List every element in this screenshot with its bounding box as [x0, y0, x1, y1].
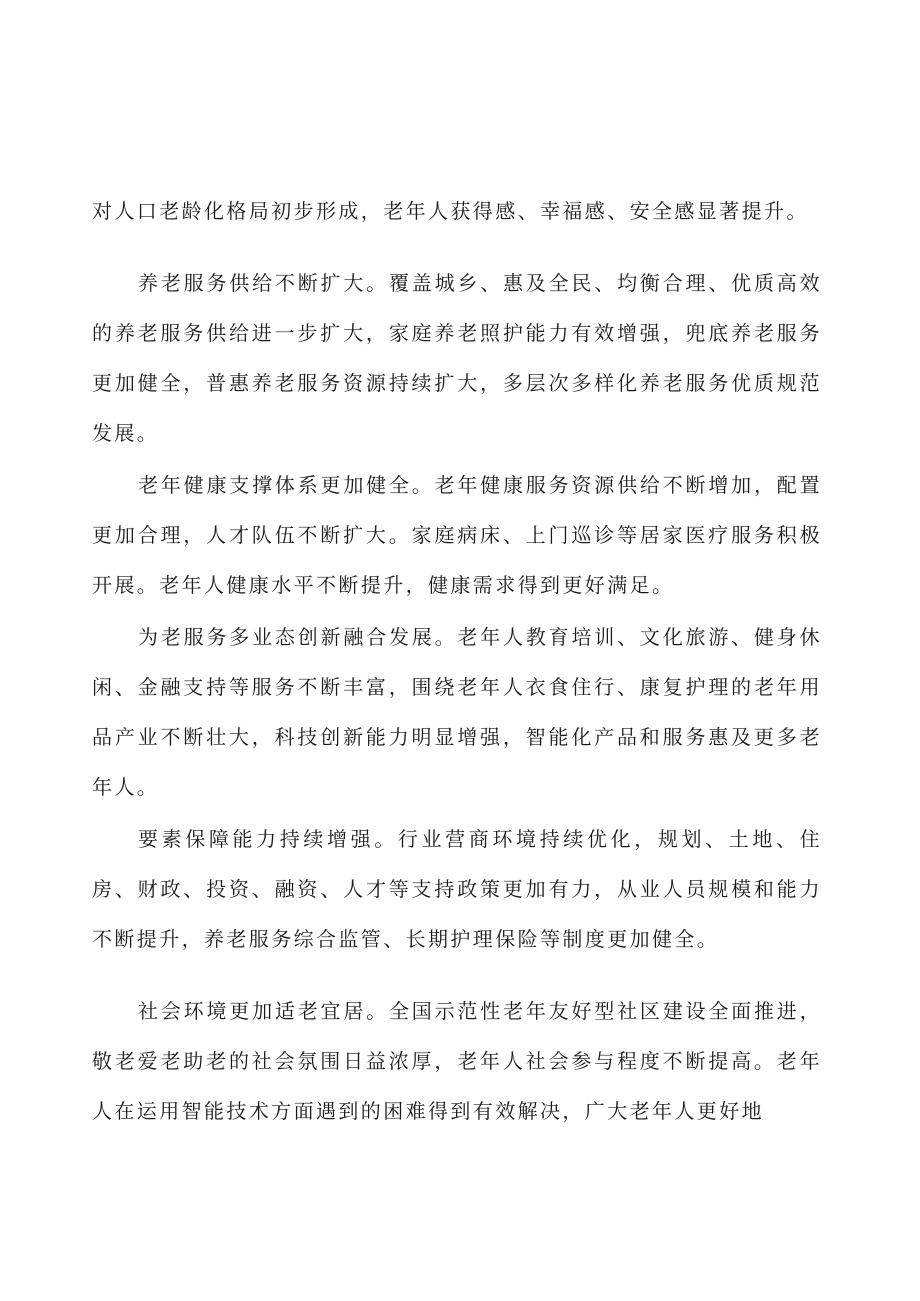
paragraph-elderly-health-support: 老年健康支撑体系更加健全。老年健康服务资源供给不断增加，配置更加合理，人才队伍不断扩大。家庭病床、上门巡诊等居家医疗服务积极开展。老年人健康水平不断提升，健康需求得到更好满足。: [92, 473, 822, 597]
paragraph-continuation: 对人口老龄化格局初步形成，老年人获得感、幸福感、安全感显著提升。: [92, 199, 809, 223]
paragraph-service-industry-integration: 为老服务多业态创新融合发展。老年人教育培训、文化旅游、健身休闲、金融支持等服务不断丰富，围绕老年人衣食住行、康复护理的老年用品产业不断壮大，科技创新能力明显增强，智能化产品和服务惠及更多老年人。: [92, 625, 822, 799]
document-body: [92, 186, 822, 1136]
paragraph-factor-guarantee: 要素保障能力持续增强。行业营商环境持续优化，规划、土地、住房、财政、投资、融资、人才等支持政策更加有力，从业人员规模和能力不断提升，养老服务综合监管、长期护理保险等制度更加健全。: [92, 827, 822, 951]
paragraph-social-environment: 社会环境更加适老宜居。全国示范性老年友好型社区建设全面推进，敬老爱老助老的社会氛围日益浓厚，老年人社会参与程度不断提高。老年人在运用智能技术方面遇到的困难得到有效解决，广大老年人更好地: [92, 999, 822, 1123]
paragraph-elderly-care-supply: 养老服务供给不断扩大。覆盖城乡、惠及全民、均衡合理、优质高效的养老服务供给进一步扩大，家庭养老照护能力有效增强，兜底养老服务更加健全，普惠养老服务资源持续扩大，多层次多样化养老服务优质规范发展。: [92, 271, 822, 445]
